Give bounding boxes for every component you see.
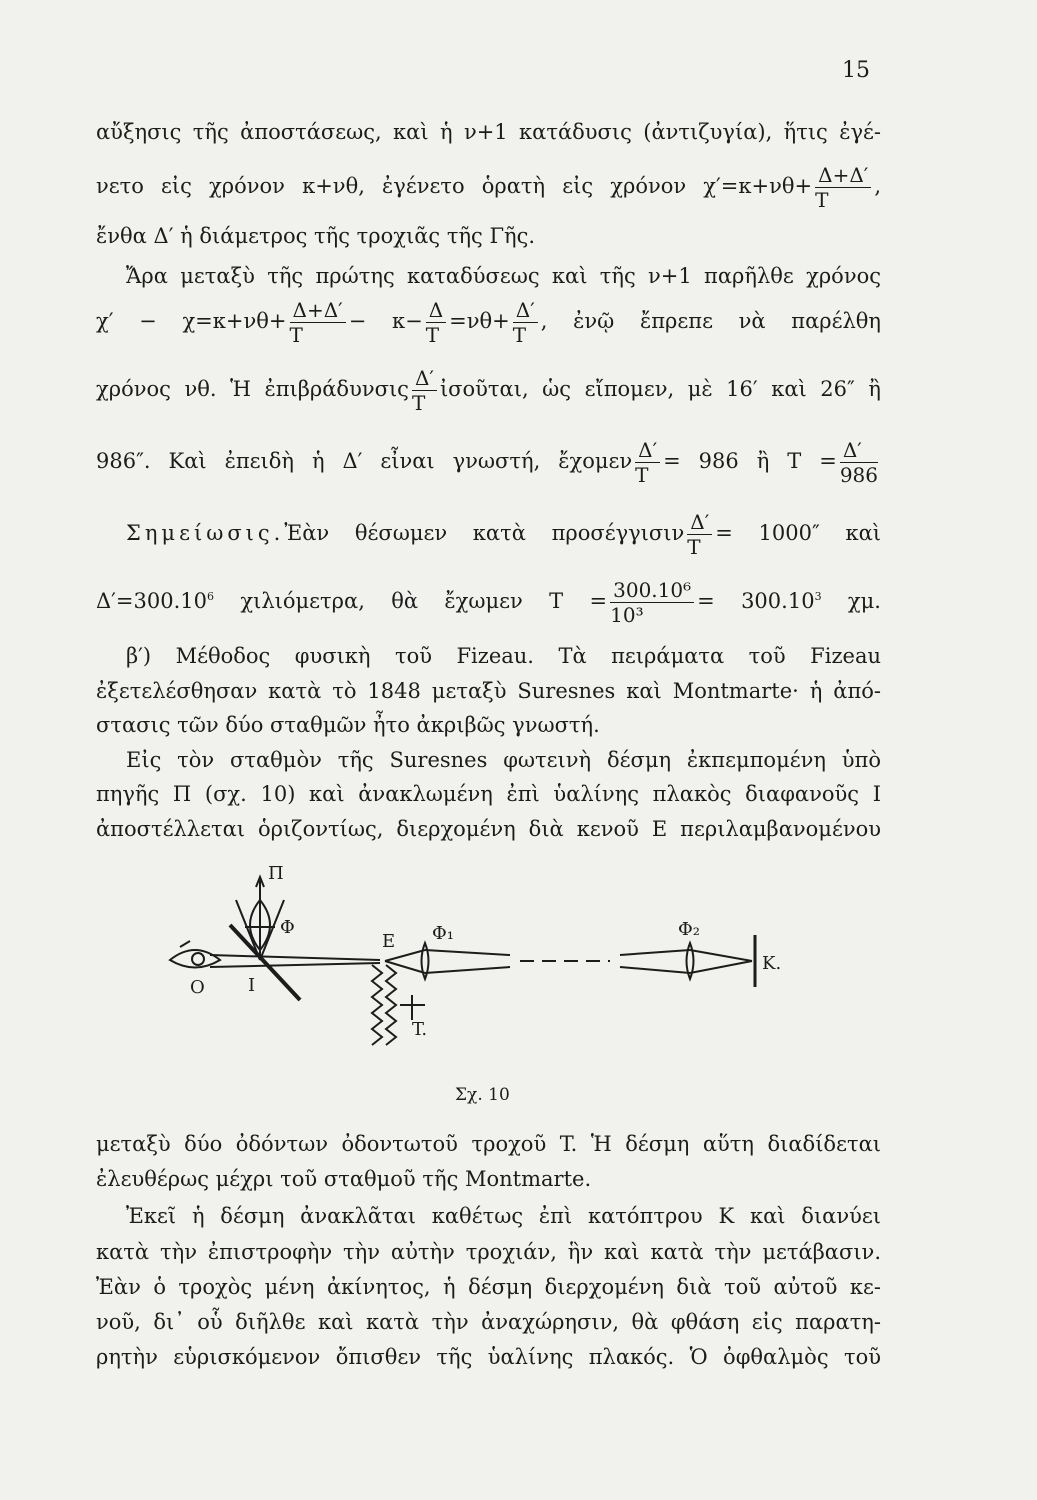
fraction-numerator: Δ′ bbox=[687, 512, 712, 535]
fraction-denominator: T bbox=[411, 391, 426, 415]
figure-caption: Σχ. 10 bbox=[455, 1085, 510, 1105]
label-k: K. bbox=[762, 953, 782, 974]
fraction bbox=[513, 300, 538, 345]
text-line-14: πηγῆς Π (σχ. 10) καὶ ἀνακλωμένη ἐπὶ ὑαλίνης πλακὸς διαφανοῦς I bbox=[96, 782, 881, 806]
text-line-1: αὔξησις τῆς ἀποστάσεως, καὶ ἡ ν+1 κατάδυσις (ἀντιζυγία), ἥτις ἐγέ- bbox=[96, 120, 881, 144]
fraction bbox=[635, 440, 660, 485]
fraction-numerator: Δ+Δ′ bbox=[290, 300, 346, 323]
text-segment: ἰσοῦται, ὡς εἴπομεν, μὲ 16′ καὶ 26″ ἢ bbox=[439, 377, 882, 401]
text-segment: = 1000″ καὶ bbox=[715, 521, 881, 545]
fraction-denominator: T bbox=[687, 535, 701, 559]
fraction bbox=[412, 368, 437, 413]
page-number: 15 bbox=[842, 58, 870, 83]
text-line-2 bbox=[96, 165, 881, 210]
text-line-21: νοῦ, δι᾿ οὗ διῆλθε καὶ κατὰ τὴν ἀναχώρησιν, θὰ φθάση εἰς παρατη- bbox=[96, 1310, 881, 1334]
beam-to-mirror-upper bbox=[690, 950, 752, 961]
superscript: 3 bbox=[814, 590, 822, 603]
toothed-wheel-t bbox=[372, 965, 382, 1045]
fraction-numerator: Δ′ bbox=[513, 300, 538, 323]
beam-far-lower bbox=[620, 967, 690, 973]
label-phi2: Φ₂ bbox=[678, 919, 700, 940]
fraction-numerator: 300.10⁶ bbox=[610, 580, 694, 603]
text-line-17: ἐλευθέρως μέχρι τοῦ σταθμοῦ τῆς Montmarte. bbox=[96, 1167, 592, 1191]
text-line-10: β′) Μέθοδος φυσικὴ τοῦ Fizeau. Τὰ πειράματα τοῦ Fizeau bbox=[126, 644, 881, 668]
text-line-19: κατὰ τὴν ἐπιστροφὴν τὴν αὐτὴν τροχιάν, ἣν καὶ κατὰ τὴν μετάβασιν. bbox=[96, 1240, 881, 1264]
fraction-numerator: Δ′ bbox=[412, 368, 437, 391]
text-line-6 bbox=[96, 368, 881, 413]
fraction-denominator: T bbox=[512, 323, 527, 347]
fraction bbox=[815, 165, 871, 210]
text-segment: νετο εἰς χρόνον κ+νθ, ἐγένετο ὁρατὴ εἰς χρόνον χ′=κ+νθ+ bbox=[96, 174, 813, 198]
lens-phi2-icon bbox=[687, 943, 694, 979]
text-segment: χιλιόμετρα, θὰ ἔχωμεν T = bbox=[240, 589, 608, 613]
label-phi: Φ bbox=[280, 917, 295, 938]
text-segment: = 986 ἢ T = bbox=[663, 449, 837, 473]
text-segment: χμ. bbox=[847, 589, 881, 613]
text-line-8 bbox=[126, 512, 881, 557]
eyelash-icon bbox=[180, 941, 190, 947]
superscript: 6 bbox=[207, 590, 215, 603]
fraction bbox=[610, 580, 694, 625]
label-e: E bbox=[382, 931, 396, 952]
fraction-denominator: 986 bbox=[839, 463, 878, 487]
fraction bbox=[290, 300, 346, 345]
text-line-15: ἀποστέλλεται ὁριζοντίως, διερχομένη διὰ κενοῦ E περιλαμβανομένου bbox=[96, 817, 881, 841]
fraction-denominator: T bbox=[635, 463, 649, 487]
text-line-22: ρητὴν εὑρισκόμενον ὄπισθεν τῆς ὑαλίνης πλακός. Ὁ ὀφθαλμὸς τοῦ bbox=[96, 1345, 881, 1369]
fraction-numerator: Δ bbox=[426, 300, 446, 323]
text-line-20: Ἐὰν ὁ τροχὸς μένη ἀκίνητος, ἡ δέσμη διερχομένη διὰ τοῦ αὐτοῦ κε- bbox=[96, 1275, 881, 1299]
text-line-3: ἔνθα Δ′ ἡ διάμετρος τῆς τροχιᾶς τῆς Γῆς. bbox=[96, 224, 536, 248]
fraction-denominator: 10³ bbox=[610, 603, 644, 627]
fraction bbox=[426, 300, 446, 345]
text-segment: χρόνος νθ. Ἡ ἐπιβράδυνσις bbox=[96, 377, 409, 401]
beam-to-phi1-lower bbox=[385, 961, 425, 973]
text-segment: − κ− bbox=[348, 309, 423, 333]
text-line-13: Εἰς τὸν σταθμὸν τῆς Suresnes φωτεινὴ δέσμη ἐκπεμπομένη ὑπὸ bbox=[126, 748, 881, 772]
text-line-11: ἐξετελέσθησαν κατὰ τὸ 1848 μεταξὺ Suresnes καὶ Montmarte· ἡ ἀπό- bbox=[96, 679, 881, 703]
fraction bbox=[840, 440, 878, 485]
eye-pupil bbox=[192, 953, 204, 965]
beam-far-upper bbox=[620, 950, 690, 955]
beam-to-mirror-lower bbox=[690, 961, 752, 973]
beam-upper bbox=[210, 955, 380, 960]
beam-lower bbox=[210, 963, 380, 967]
text-segment: Δ′=300.10 bbox=[96, 589, 208, 613]
fizeau-apparatus-figure bbox=[150, 855, 800, 1080]
text-segment: , ἐνῷ ἔπρεπε νὰ παρέλθη bbox=[540, 309, 882, 333]
fraction-numerator: Δ′ bbox=[840, 440, 878, 463]
label-t: T. bbox=[412, 1019, 428, 1040]
label-i: I bbox=[248, 975, 256, 996]
text-segment: 986″. Καὶ ἐπειδὴ ἡ Δ′ εἶναι γνωστή, ἔχομεν bbox=[96, 449, 633, 473]
text-line-4: Ἄρα μεταξὺ τῆς πρώτης καταδύσεως καὶ τῆς ν+1 παρῆλθε χρόνος bbox=[126, 264, 881, 288]
text-segment: Σημείωσις. bbox=[126, 521, 285, 545]
text-line-18: Ἐκεῖ ἡ δέσμη ἀνακλᾶται καθέτως ἐπὶ κατόπτρου K καὶ διανύει bbox=[126, 1204, 881, 1228]
fraction-denominator: T bbox=[815, 188, 829, 212]
fraction-denominator: T bbox=[289, 323, 303, 347]
beam-mid-upper bbox=[425, 950, 510, 955]
fraction-denominator: T bbox=[425, 323, 440, 347]
text-line-7 bbox=[96, 440, 881, 485]
text-line-16: μεταξὺ δύο ὀδόντων ὀδοντωτοῦ τροχοῦ T. Ἡ δέσμη αὕτη διαδίδεται bbox=[96, 1132, 881, 1156]
fraction-numerator: Δ′ bbox=[635, 440, 660, 463]
text-segment: χ′ − χ=κ+νθ+ bbox=[96, 309, 287, 333]
fraction bbox=[687, 512, 712, 557]
text-segment: = 300.10 bbox=[697, 589, 815, 613]
label-pi: Π bbox=[268, 863, 284, 884]
text-segment: =νθ+ bbox=[449, 309, 510, 333]
text-segment: , bbox=[874, 174, 881, 198]
text-line-5 bbox=[96, 300, 881, 345]
label-phi1: Φ₁ bbox=[432, 923, 454, 944]
text-segment: Ἐὰν θέσωμεν κατὰ προσέγγισιν bbox=[284, 521, 685, 545]
toothed-wheel-t-edge bbox=[386, 965, 396, 1045]
fraction-numerator: Δ+Δ′ bbox=[815, 165, 871, 188]
text-line-9 bbox=[96, 580, 881, 625]
text-line-12: στασις τῶν δύο σταθμῶν ἦτο ἀκριβῶς γνωστή. bbox=[96, 713, 600, 737]
beam-mid-lower bbox=[425, 967, 510, 973]
label-o: O bbox=[190, 977, 205, 998]
